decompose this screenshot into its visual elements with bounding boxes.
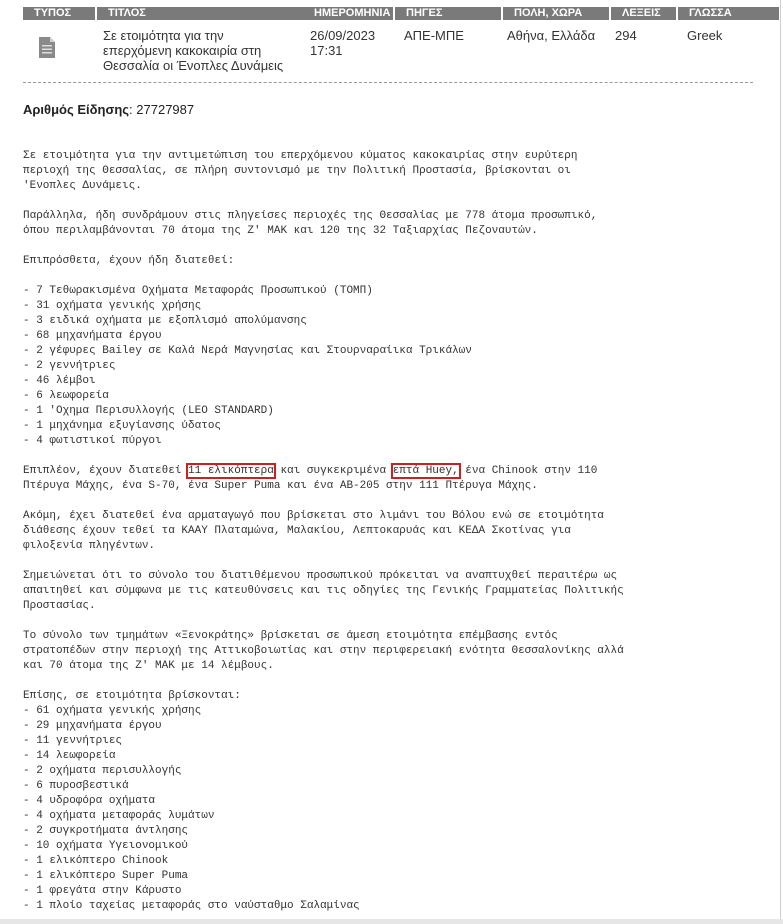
highlight-box: 11 ελικόπτερα — [188, 465, 274, 477]
highlight-box: επτά Huey, — [392, 465, 459, 477]
article-body — [23, 149, 763, 914]
article-text-part: Σε ετοιμότητα για την αντιμετώπιση του επερχόμενου κύματος κακοκαιρίας στην ευρύτερη περιοχή της Θεσσαλίας, σε πλήρη συντονισμό με την Πολιτική Προστασία, βρίσκονται οι 'Ενοπλες Δυνάμεις. Παράλληλα, ήδη συνδράμουν στις πληγείσες περιοχές της Θεσσαλίας με 778 άτομα προσωπικό, όπου περιλαμβάνονται 70 άτομα της Ζ' ΜΑΚ και 120 της 32 Ταξιαρχίας Πεζοναυτών. Επιπρόσθετα, έχουν ήδη διατεθεί: - 7 Τεθωρακισμένα Οχήματα Μεταφοράς Προσωπικού (ΤΟΜΠ) - 31 οχήματα γενικής χρήσης - 3 ειδικά οχήματα με εξοπλισμό απολύμανσης - 68 μηχανήματα έργου - 2 γέφυρες Bailey σε Καλά Νερά Μαγνησίας και Στουρναραίικα Τρικάλων - 2 γεννήτριες - 46 λέμβοι - 6 λεωφορεία - 1 'Οχημα Περισυλλογής (LEO STANDARD) - 1 μηχάνημα εξυγίανσης ύδατος - 4 φωτιστικοί πύργοι Επιπλέον, έχουν διατεθεί — [23, 150, 598, 477]
frame-border — [780, 0, 781, 924]
record-city-country: Αθήνα, Ελλάδα — [507, 28, 596, 43]
record-title-line: επερχόμενη κακοκαιρία στη — [103, 43, 262, 58]
record-title-line: Σε ετοιμότητα για την — [103, 28, 224, 43]
document-icon — [38, 36, 56, 59]
record-language: Greek — [687, 28, 723, 43]
record-date — [310, 28, 375, 58]
article-id-value: 27727987 — [136, 102, 195, 117]
row-divider — [23, 82, 753, 83]
column-header-city-country[interactable]: ΠΟΛΗ, ΧΩΡΑ — [503, 7, 609, 20]
column-header-sources[interactable]: ΠΗΓΕΣ — [395, 7, 501, 20]
record-date-value: 26/09/2023 — [310, 28, 376, 43]
article-id: Αριθμός Είδησης: 27727987 — [23, 102, 195, 117]
column-header-words[interactable]: ΛΕΞΕΙΣ — [611, 7, 676, 20]
column-header-language[interactable]: ΓΛΩΣΣΑ — [678, 7, 779, 20]
record-title-line: Θεσσαλία οι Ένοπλες Δυνάμεις — [103, 58, 284, 73]
article-text-part: και συγκεκριμένα — [273, 465, 393, 477]
column-header-date[interactable]: ΗΜΕΡΟΜΗΝΙΑ — [303, 7, 393, 20]
article-text-part: ένα Chinook στην 110 Πτέρυγα Μάχης, ένα S-70, ένα Super Puma και ένα AB-205 στην 111 Πτέρυγα Μάχης. Ακόμη, έχει διατεθεί ένα αρματαγωγό που βρίσκεται στο λιμάνι του Βόλου ενώ σε ετοιμότητα διάθεσης έχουν τεθεί τα ΚΑΑΥ Πλαταμώνα, Μαλακίου, Λεπτοκαρυάς και ΚΕΔΑ Σκοτίνας για φιλοξενία πληγέντων. Σημειώνεται ότι το σύνολο του διατιθέμενου προσωπικού πρόκειται να αναπτυχθεί περαιτέρω ως απαιτηθεί και σύμφωνα με τις κατευθύνσεις και τις οδηγίες της Γενικής Γραμματείας Πολιτικής Προστασίας. Το σύνολο των τμημάτων «Ξενοκράτης» βρίσκεται σε άμεση ετοιμότητα επέμβασης εντός στρατοπέδων στην περιοχή της Αττικοβοιωτίας και στην περιφερειακή ενότητα Θεσσαλονίκης αλλά και 70 άτομα της Ζ' ΜΑΚ με 14 λέμβους. Επίσης, σε ετοιμότητα βρίσκονται: - 61 οχήματα γενικής χρήσης - 29 μηχανήματα έργου - 11 γεννήτριες - 14 λεωφορεία - 2 οχήματα περισυλλογής - 6 πυροσβεστικά - 4 υδροφόρα οχήματα - 4 οχήματα μεταφοράς λυμάτων - 2 συγκροτήματα άντλησης - 10 οχήματα Υγειονομικού - 1 ελικόπτερο Chinook - 1 ελικόπτερο Super Puma - 1 φρεγάτα στην Κάρυστο - 1 πλοίο ταχείας μεταφοράς στο ναύσταθμο Σαλαμίνας — [23, 465, 624, 912]
record-time-value: 17:31 — [310, 43, 343, 58]
table-row[interactable] — [23, 28, 779, 80]
record-sources: ΑΠΕ-ΜΠΕ — [404, 28, 464, 43]
results-table-header — [23, 7, 779, 20]
article-id-label: Αριθμός Είδησης — [23, 102, 130, 117]
column-header-type[interactable]: ΤΥΠΟΣ — [23, 7, 95, 20]
column-header-title[interactable]: ΤΙΤΛΟΣ — [97, 7, 326, 20]
horizontal-scrollbar[interactable] — [0, 919, 783, 924]
record-words: 294 — [615, 28, 637, 43]
record-title[interactable] — [103, 28, 283, 73]
